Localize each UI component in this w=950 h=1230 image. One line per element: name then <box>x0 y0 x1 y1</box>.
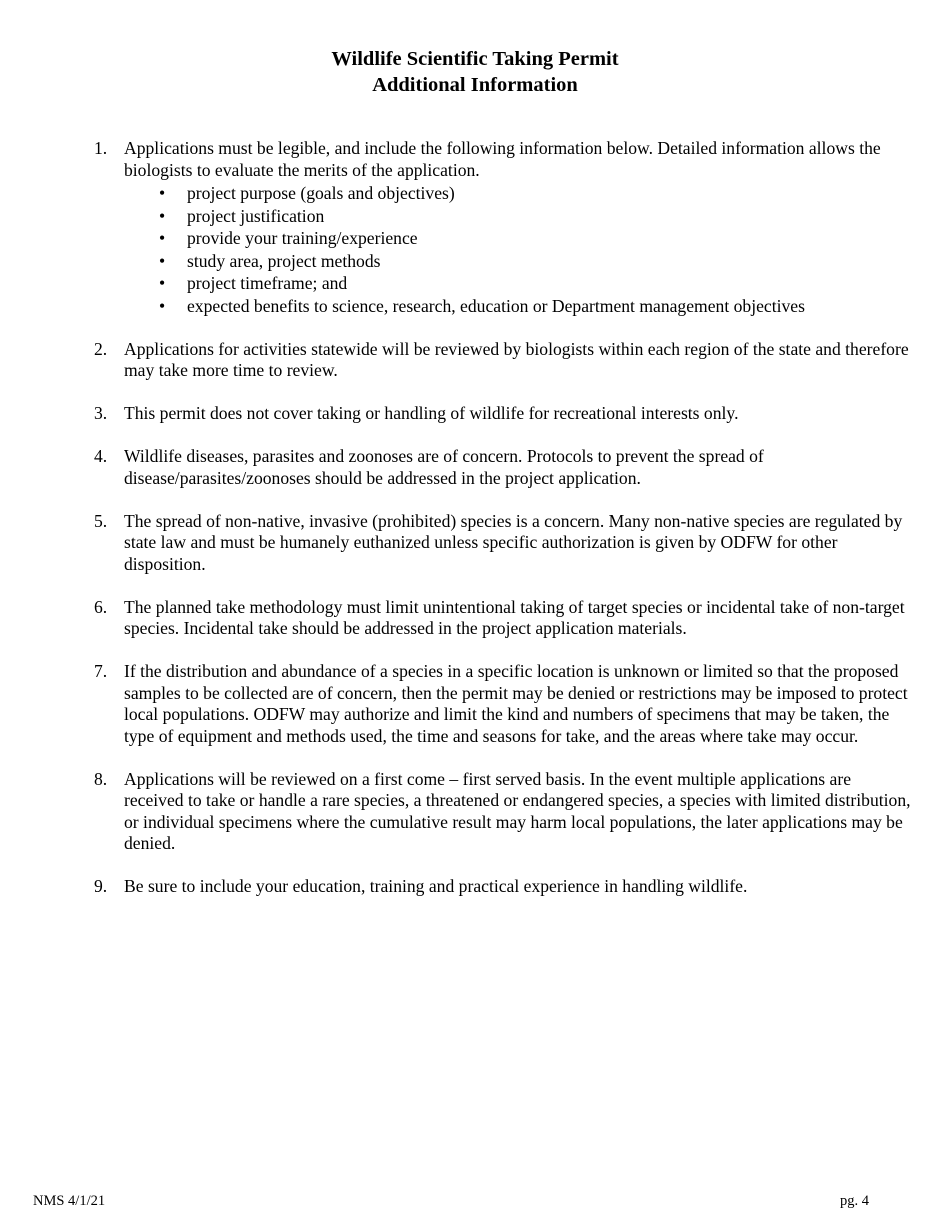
requirements-bullet-list <box>124 182 914 317</box>
item-text: Wildlife diseases, parasites and zoonoses are of concern. Protocols to prevent the spread of disease/parasites/zoonoses should be addressed in the project application. <box>124 446 764 488</box>
list-item <box>94 403 914 425</box>
item-number: 3. <box>94 403 108 423</box>
bullet-icon: • <box>159 295 166 316</box>
item-text: The spread of non-native, invasive (prohibited) species is a concern. Many non-native species are regulated by state law and must be humanely euthanized unless specific authorization is given by ODFW for other disposition. <box>124 510 903 574</box>
bullet-item: • study area, project methods <box>159 250 381 271</box>
item-number: 9. <box>94 876 108 896</box>
item-number: 7. <box>94 661 108 681</box>
list-item <box>94 769 914 855</box>
item-text: Applications will be reviewed on a first come – first served basis. In the event multiple applications are received to take or handle a rare species, a threatened or endangered species, a species with limited distribution, or individual specimens where the cumulative result may harm local populations, the later applications may be denied. <box>124 768 911 853</box>
bullet-icon: • <box>159 273 166 293</box>
footer-revision-code: NMS 4/1/21 <box>33 1193 106 1209</box>
item-number: 4. <box>94 446 108 466</box>
list-item <box>94 138 914 317</box>
bullet-item: • project purpose (goals and objectives) <box>159 183 455 203</box>
title-line-1: Wildlife Scientific Taking Permit <box>331 48 619 70</box>
bullet-icon: • <box>159 183 166 203</box>
bullet-icon: • <box>159 250 166 271</box>
item-text: The planned take methodology must limit unintentional taking of target species or incidental take of non-target species. Incidental take should be addressed in the project application materials. <box>124 596 905 638</box>
item-text: Applications for activities statewide will be reviewed by biologists within each region of the state and therefore may take more time to review. <box>124 338 909 380</box>
bullet-item: • project justification <box>159 205 325 226</box>
list-item <box>94 511 914 576</box>
item-text: If the distribution and abundance of a species in a specific location is unknown or limited so that the proposed samples to be collected are of concern, then the permit may be denied or restrictions may be imposed to protect local populations. ODFW may authorize and limit the kind and numbers of specimens that may be taken, the type of equipment and methods used, the time and seasons for take, and the areas where take may occur. <box>124 661 908 746</box>
item-text: Be sure to include your education, training and practical experience in handling wildlife. <box>124 876 748 896</box>
bullet-icon: • <box>159 228 166 248</box>
item-number: 5. <box>94 510 108 531</box>
list-item <box>94 446 914 489</box>
bullet-icon: • <box>159 205 166 226</box>
page-title <box>0 46 950 98</box>
information-list <box>94 138 914 919</box>
bullet-item: • provide your training/experience <box>159 228 418 248</box>
list-item <box>94 661 914 747</box>
list-item <box>94 597 914 640</box>
item-number: 1. <box>94 138 108 158</box>
item-text: Applications must be legible, and include the following information below. Detailed information allows the biologists to evaluate the merits of the application. <box>124 138 881 180</box>
item-text: This permit does not cover taking or handling of wildlife for recreational interests only. <box>124 403 739 423</box>
footer-page-number: pg. 4 <box>840 1193 869 1209</box>
title-line-2: Additional Information <box>372 74 578 96</box>
list-item <box>94 339 914 382</box>
item-number: 2. <box>94 338 108 359</box>
item-number: 6. <box>94 596 108 617</box>
list-item <box>94 876 914 898</box>
bullet-item: • expected benefits to science, research, education or Department management objectives <box>159 295 805 316</box>
bullet-item: • project timeframe; and <box>159 273 348 293</box>
item-number: 8. <box>94 768 108 789</box>
